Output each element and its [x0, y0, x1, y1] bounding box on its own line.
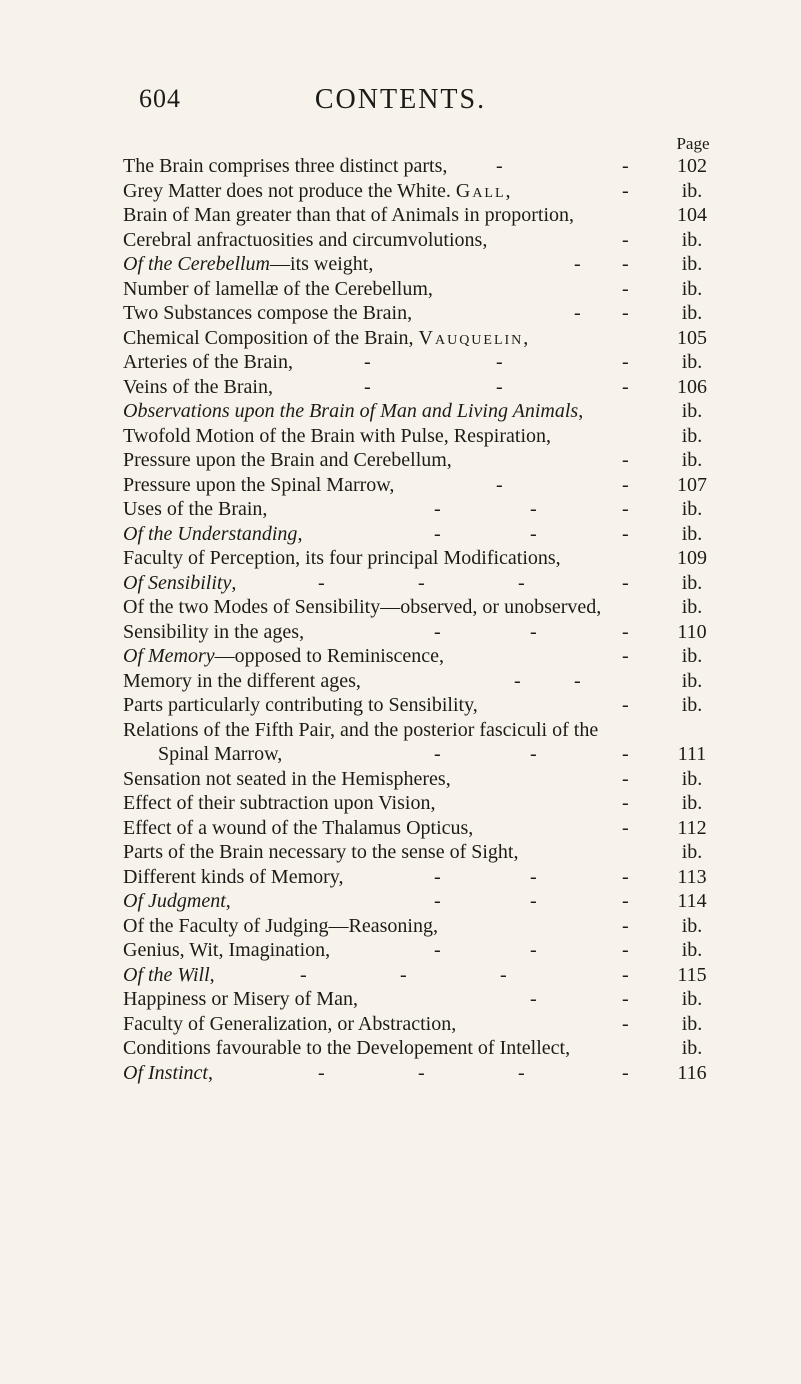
- contents-entry: [0, 301, 801, 326]
- leader-dash: -: [574, 669, 581, 692]
- entry-page-ref: ib.: [681, 449, 703, 471]
- contents-entry: [0, 889, 801, 914]
- contents-entry: [0, 595, 801, 620]
- entry-page-ref: ib.: [681, 988, 703, 1010]
- leader-dash: -: [622, 792, 629, 814]
- contents-entry: [0, 375, 801, 400]
- leader-dash: -: [622, 743, 629, 765]
- entry-title-part: Effect of a wound of the Thalamus Opticus,: [123, 816, 474, 839]
- entry-title: [123, 620, 304, 645]
- entry-title: [123, 154, 447, 179]
- contents-entry: [0, 424, 801, 449]
- entry-title: [123, 963, 215, 988]
- entry-page-ref: 113: [677, 865, 707, 888]
- entry-title: [123, 840, 518, 865]
- entry-title: [158, 742, 282, 767]
- entry-page-ref: ib.: [681, 694, 703, 716]
- leader-dash: -: [530, 939, 537, 961]
- leader-dash: -: [622, 1012, 629, 1035]
- contents-entry: [0, 179, 801, 204]
- entry-title: [123, 571, 236, 596]
- entry-title-part: Of the Cerebellum: [123, 253, 271, 275]
- entry-title-part: Conditions favourable to the Developement of Intellect,: [123, 1037, 571, 1059]
- entry-title: [123, 424, 551, 449]
- contents-entry: [0, 350, 801, 375]
- entry-title-part: Effect of their subtraction upon Vision,: [123, 792, 436, 814]
- entry-title: [123, 889, 231, 914]
- entry-page-ref: ib.: [681, 400, 703, 422]
- leader-dash: -: [518, 1061, 525, 1084]
- leader-dash: -: [622, 988, 629, 1010]
- leader-dash: -: [518, 571, 525, 594]
- leader-dash: -: [622, 253, 629, 275]
- entry-title: [123, 203, 574, 228]
- entry-title-part: ,: [231, 571, 237, 594]
- entry-page-ref: 105: [677, 326, 707, 349]
- page-column-label: Page: [676, 134, 710, 153]
- entry-title: [123, 914, 438, 939]
- entry-page-ref: 102: [677, 155, 707, 177]
- entry-title: [123, 1012, 456, 1037]
- entry-title: [123, 644, 444, 669]
- leader-dash: -: [622, 1061, 629, 1084]
- entry-title: [123, 497, 267, 522]
- leader-dash: -: [530, 988, 537, 1010]
- entry-page-ref: ib.: [681, 596, 703, 618]
- entry-page-ref: ib.: [681, 571, 703, 594]
- entry-title-part: Happiness or Misery of Man,: [123, 988, 358, 1010]
- entry-title-part: Vauquelin: [418, 326, 524, 349]
- entry-page-ref: 107: [677, 473, 707, 496]
- leader-dash: -: [622, 179, 629, 202]
- entry-title-part: ,: [578, 400, 584, 422]
- entry-title-part: ,: [209, 963, 215, 986]
- leader-dash: -: [364, 375, 371, 398]
- entry-page-ref: 112: [677, 816, 707, 839]
- leader-dash: -: [622, 571, 629, 594]
- entry-page-ref: ib.: [681, 522, 703, 545]
- entry-title-part: Parts of the Brain necessary to the sense of Sight,: [123, 841, 519, 863]
- entry-title-part: Faculty of Generalization, or Abstraction,: [123, 1012, 457, 1035]
- entry-title: [123, 718, 598, 743]
- entry-title-part: Relations of the Fifth Pair, and the posterior fasciculi of the: [123, 718, 599, 741]
- leader-dash: -: [622, 620, 629, 643]
- page-header: [0, 84, 801, 124]
- leader-dash: -: [434, 890, 441, 912]
- entry-title: [123, 693, 478, 718]
- entry-page-ref: 115: [677, 963, 707, 986]
- entry-page-ref: ib.: [681, 1037, 703, 1059]
- entry-title: [123, 865, 344, 890]
- leader-dash: -: [434, 939, 441, 961]
- leader-dash: -: [496, 473, 503, 496]
- entry-title: [123, 473, 394, 498]
- leader-dash: -: [318, 1061, 325, 1084]
- contents-entry: [0, 326, 801, 351]
- leader-dash: -: [622, 375, 629, 398]
- entry-page-ref: ib.: [681, 939, 703, 961]
- leader-dash: -: [300, 963, 307, 986]
- entry-title-part: Of the Faculty of Judging—Reasoning,: [123, 914, 438, 937]
- entry-title: [123, 399, 583, 424]
- leader-dash: -: [418, 571, 425, 594]
- contents-entry: [0, 693, 801, 718]
- entry-title-part: Arteries of the Brain,: [123, 351, 293, 373]
- entry-title: [123, 326, 528, 351]
- contents-entry: [0, 669, 801, 694]
- entry-title: [123, 669, 361, 694]
- entry-page-ref: ib.: [681, 253, 703, 275]
- leader-dash: -: [530, 522, 537, 545]
- entry-title-part: Of the Will: [123, 963, 210, 986]
- entry-title-part: ,: [505, 179, 511, 202]
- leader-dash: -: [622, 914, 629, 937]
- leader-dash: -: [622, 816, 629, 839]
- contents-entry: [0, 938, 801, 963]
- contents-entry: [0, 816, 801, 841]
- entry-page-ref: 104: [677, 204, 707, 226]
- entry-page-ref: ib.: [681, 424, 703, 447]
- contents-entry: [0, 203, 801, 228]
- entry-page-ref: ib.: [681, 277, 703, 300]
- leader-dash: -: [318, 571, 325, 594]
- contents-entry: [0, 1036, 801, 1061]
- contents-entry: [0, 399, 801, 424]
- entry-page-ref: ib.: [681, 645, 703, 667]
- leader-dash: -: [496, 375, 503, 398]
- entry-title: [123, 1036, 570, 1061]
- entry-title-part: Veins of the Brain,: [123, 375, 273, 398]
- leader-dash: -: [574, 302, 581, 324]
- entry-title: [123, 448, 452, 473]
- contents-entry: [0, 963, 801, 988]
- leader-dash: -: [400, 963, 407, 986]
- contents-entry: [0, 546, 801, 571]
- leader-dash: -: [622, 645, 629, 667]
- entry-page-ref: ib.: [681, 302, 703, 324]
- leader-dash: -: [622, 351, 629, 373]
- entry-page-ref: ib.: [681, 914, 703, 937]
- entry-title-part: Brain of Man greater than that of Animals in proportion,: [123, 204, 575, 226]
- running-title: CONTENTS.: [314, 84, 487, 115]
- leader-dash: -: [622, 767, 629, 790]
- entry-title: [123, 816, 473, 841]
- entry-title: [123, 252, 373, 277]
- entry-title: [123, 546, 561, 571]
- entry-title-part: Of Judgment: [123, 890, 226, 912]
- entry-title-part: Genius, Wit, Imagination,: [123, 939, 331, 961]
- contents-entry: [0, 522, 801, 547]
- leader-dash: -: [530, 620, 537, 643]
- page-number: 604: [139, 84, 181, 113]
- entry-page-ref: ib.: [681, 792, 703, 814]
- contents-entry: [0, 767, 801, 792]
- entry-title: [123, 179, 511, 204]
- leader-dash: -: [622, 498, 629, 520]
- leader-dash: -: [622, 155, 629, 177]
- entry-title: [123, 938, 330, 963]
- leader-dash: -: [496, 351, 503, 373]
- contents-entry: [0, 571, 801, 596]
- contents-entry: [0, 252, 801, 277]
- entry-title-part: Spinal Marrow,: [158, 743, 283, 765]
- entry-title-part: Of the two Modes of Sensibility—observed, or unobserved,: [123, 596, 602, 618]
- entry-title-part: Of Instinct: [123, 1061, 208, 1084]
- entry-title-part: Chemical Composition of the Brain,: [123, 326, 419, 349]
- leader-dash: -: [530, 743, 537, 765]
- contents-entry: [0, 277, 801, 302]
- entry-page-ref: ib.: [681, 1012, 703, 1035]
- leader-dash: -: [434, 522, 441, 545]
- leader-dash: -: [418, 1061, 425, 1084]
- entry-title-part: —its weight,: [270, 253, 374, 275]
- leader-dash: -: [622, 302, 629, 324]
- leader-dash: -: [434, 865, 441, 888]
- leader-dash: -: [434, 743, 441, 765]
- contents-entry: [0, 497, 801, 522]
- leader-dash: -: [496, 155, 503, 177]
- entry-page-ref: 109: [677, 547, 707, 569]
- contents-entry: [0, 473, 801, 498]
- entry-title: [123, 522, 302, 547]
- entry-page-ref: ib.: [681, 179, 703, 202]
- leader-dash: -: [530, 890, 537, 912]
- entry-title-part: ,: [297, 522, 303, 545]
- entry-title-part: Gall: [455, 179, 506, 202]
- entry-title-part: Sensation not seated in the Hemispheres,: [123, 767, 451, 790]
- leader-dash: -: [622, 694, 629, 716]
- entry-page-ref: 110: [677, 620, 707, 643]
- leader-dash: -: [622, 228, 629, 251]
- entry-page-ref: 111: [677, 743, 707, 765]
- entry-page-ref: ib.: [681, 669, 703, 692]
- contents-entry: [0, 914, 801, 939]
- leader-dash: -: [500, 963, 507, 986]
- entry-title: [123, 277, 433, 302]
- entry-title-part: Grey Matter does not produce the White.: [123, 179, 456, 202]
- entry-title-part: —opposed to Reminiscence,: [214, 645, 445, 667]
- leader-dash: -: [622, 277, 629, 300]
- entry-title: [123, 375, 273, 400]
- leader-dash: -: [622, 473, 629, 496]
- entry-title-part: Of Sensibility: [123, 571, 232, 594]
- contents-entry: [0, 1061, 801, 1086]
- leader-dash: -: [622, 449, 629, 471]
- entry-title: [123, 595, 601, 620]
- contents-entry: [0, 644, 801, 669]
- contents-entry: [0, 865, 801, 890]
- entry-title-part: Memory in the different ages,: [123, 669, 361, 692]
- entry-title-part: ,: [523, 326, 529, 349]
- contents-entry: [0, 154, 801, 179]
- contents-entry: [0, 620, 801, 645]
- entry-title-part: ,: [208, 1061, 213, 1084]
- entry-title: [123, 1061, 213, 1086]
- leader-dash: -: [622, 890, 629, 912]
- entry-title-part: Faculty of Perception, its four principal Modifications,: [123, 547, 561, 569]
- entry-title-part: Pressure upon the Brain and Cerebellum,: [123, 449, 452, 471]
- entry-page-ref: ib.: [681, 841, 703, 863]
- entry-page-ref: ib.: [681, 228, 703, 251]
- contents-entry: [0, 448, 801, 473]
- contents-entry: [0, 742, 801, 767]
- entry-page-ref: ib.: [681, 767, 703, 790]
- entry-title: [123, 767, 451, 792]
- contents-entry: [0, 1012, 801, 1037]
- contents-entry: [0, 718, 801, 743]
- entry-title-part: Different kinds of Memory,: [123, 865, 344, 888]
- entry-title: [123, 301, 412, 326]
- entry-title-part: Parts particularly contributing to Sensibility,: [123, 694, 478, 716]
- entry-page-ref: ib.: [681, 351, 703, 373]
- entry-title: [123, 228, 487, 253]
- leader-dash: -: [622, 865, 629, 888]
- leader-dash: -: [622, 963, 629, 986]
- entry-page-ref: ib.: [681, 498, 703, 520]
- entry-title-part: Pressure upon the Spinal Marrow,: [123, 473, 395, 496]
- entry-title-part: ,: [225, 890, 231, 912]
- contents-entry: [0, 840, 801, 865]
- contents-entry: [0, 228, 801, 253]
- leader-dash: -: [514, 669, 521, 692]
- leader-dash: -: [434, 498, 441, 520]
- entry-title-part: Observations upon the Brain of Man and Living Animals: [123, 400, 579, 422]
- entry-page-ref: 116: [677, 1061, 707, 1084]
- contents-entry: [0, 987, 801, 1012]
- leader-dash: -: [622, 939, 629, 961]
- entry-title-part: Sensibility in the ages,: [123, 620, 305, 643]
- entry-title: [123, 791, 435, 816]
- entry-title-part: Cerebral anfractuosities and circumvolutions,: [123, 228, 488, 251]
- entry-title-part: Of the Understanding: [123, 522, 298, 545]
- leader-dash: -: [574, 253, 581, 275]
- entry-title: [123, 987, 358, 1012]
- entry-title-part: Two Substances compose the Brain,: [123, 302, 413, 324]
- entry-page-ref: 114: [677, 890, 707, 912]
- leader-dash: -: [364, 351, 371, 373]
- leader-dash: -: [434, 620, 441, 643]
- leader-dash: -: [622, 522, 629, 545]
- leader-dash: -: [530, 865, 537, 888]
- entry-title: [123, 350, 293, 375]
- entry-title-part: Twofold Motion of the Brain with Pulse, Respiration,: [123, 424, 552, 447]
- leader-dash: -: [530, 498, 537, 520]
- entry-title-part: Uses of the Brain,: [123, 498, 268, 520]
- entry-title-part: Of Memory: [123, 645, 215, 667]
- entry-page-ref: 106: [677, 375, 707, 398]
- contents-list: [0, 154, 801, 1085]
- contents-entry: [0, 791, 801, 816]
- entry-title-part: The Brain comprises three distinct parts,: [123, 155, 448, 177]
- entry-title-part: Number of lamellæ of the Cerebellum,: [123, 277, 433, 300]
